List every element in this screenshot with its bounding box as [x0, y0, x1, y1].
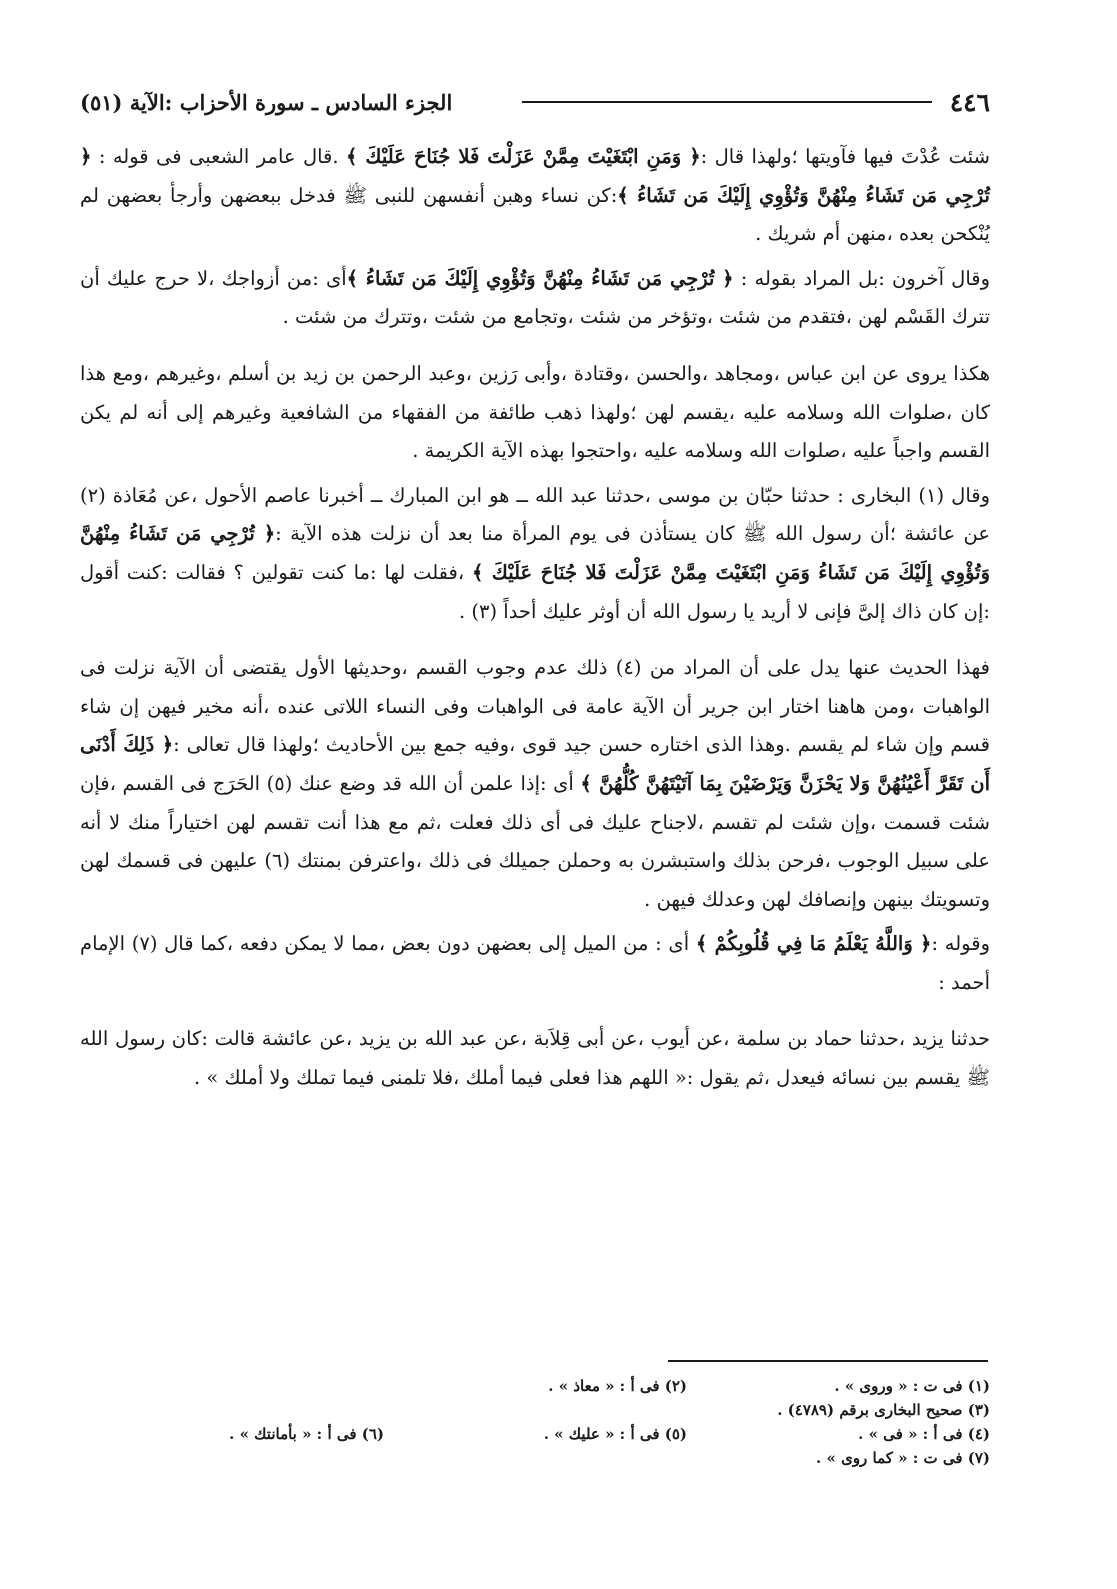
paragraph-text: فهذا الحديث عنها يدل على أن المراد من (٤) ذلك عدم وجوب القسم ،وحديثها الأول يقتضى أن الآية نزلت فى الواهبات ،ومن هاهنا اختار ابن جرير أن الآية عامة فى الواهبات وفى النساء اللاتى عنده ،أنه مخير فيهن إن شاء قسم وإن شاء لم يقسم .وهذا الذى اختاره حسن جيد قوى ،وفيه جمع بين الأحاديث ؛ولهذا قال تعالى : — [80, 656, 990, 757]
paragraph-text: وقال (١) البخارى : حدثنا حبّان بن موسى ،حدثنا عبد الله ــ هو ابن المبارك ــ أخبرنا عاصم الأحول ،عن مُعَاذة (٢) عن عائشة ؛أن رسول الله ﷺ كان يستأذن فى يوم المرأة منا بعد أن نزلت هذه الآية : — [80, 483, 991, 546]
header-rule — [522, 101, 932, 103]
paragraph-text: أى :من أزواجك ،لا حرج عليك أن تترك القَسْم لهن ،فتقدم من شئت ،وتؤخر من شئت ،وتجامع من شئت ،وتترك من شئت . — [80, 266, 990, 329]
paragraph-text: حدثنا يزيد ،حدثنا حماد بن سلمة ،عن أيوب ،عن أبى قِلاَبة ،عن عبد الله بن يزيد ،عن عائشة قالت :كان رسول الله ﷺ يقسم بين نسائه فيعدل ،ثم يقول :« اللهم هذا فعلى فيما أملك ،فلا تلمنى فيما تملك ولا أملك » . — [80, 1027, 990, 1090]
footnote-separator — [668, 1360, 988, 1362]
quran-verse: ﴿ وَاللَّهُ يَعْلَمُ مَا فِي قُلُوبِكُمْ ﴾ — [695, 932, 932, 956]
quran-verse: ﴿ وَمَنِ ابْتَغَيْتَ مِمَّنْ عَزَلْتَ فَلا جُنَاحَ عَلَيْكَ ﴾ — [346, 145, 701, 168]
footnote: (٦) فى أ : « بأمانتك » . — [229, 1425, 384, 1443]
page-header — [80, 82, 990, 122]
footnote-row — [80, 1422, 990, 1446]
paragraph — [80, 260, 990, 337]
footnote: (٢) فى أ : « معاذ » . — [548, 1377, 687, 1395]
paragraph-text: وقال آخرون :بل المراد بقوله : — [733, 266, 990, 290]
paragraph-text: أى :إذا علمن أن الله قد وضع عنك (٥) الحَرَج فى القسم ،فإن شئت قسمت ،وإن شئت لم تقسم ،لاجناح عليك فى أى ذلك فعلت ،ثم مع هذا أنت تقسم لهن اختياراً منك لا أنه على سبيل الوجوب ،فرحن بذلك واستبشرن به وحملن جميلك فى ذلك ،واعترفن بمنتك (٦) عليهن فى قسمك لهن وتسويتك بينهن وإنصافك لهن وعدلك فيهن . — [80, 771, 991, 911]
paragraph — [80, 477, 990, 631]
footnote-row — [80, 1398, 990, 1422]
paragraph — [80, 1020, 990, 1097]
paragraph — [80, 355, 990, 471]
footnote: (٣) صحيح البخارى برقم (٤٧٨٩) . — [777, 1401, 990, 1419]
paragraph-text: :كن نساء وهبن أنفسهن للنبى ﷺ فدخل ببعضهن وأرجأ بعضهن لم يُنْكحن بعده ،منهن أم شريك . — [80, 183, 990, 246]
quran-verse: ﴿ تُرْجِي مَن تَشَاءُ مِنْهُنَّ وَتُؤْوِي إِلَيْكَ مَن تَشَاءُ ﴾ — [80, 145, 990, 207]
paragraph-text: هكذا يروى عن ابن عباس ،ومجاهد ،والحسن ،وقتادة ،وأبى رَزين ،وعبد الرحمن بن زيد بن أسلم ،وغيرهم ،ومع هذا كان ،صلوات الله وسلامه عليه ،يقسم لهن ؛ولهذا ذهب طائفة من الفقهاء من الشافعية وغيرهم إلى أنه لم يكن القسم واجباً عليه ،صلوات الله وسلامه عليه ،واحتجوا بهذه الآية الكريمة . — [80, 361, 990, 463]
paragraph-text: .قال عامر الشعبى فى قوله : — [91, 145, 346, 168]
running-title: الجزء السادس ـ سورة الأحزاب :الآية (٥١) — [80, 89, 453, 115]
paragraph-text: شئت عُدْتَ فيها فآويتها ؛ولهذا قال : — [700, 145, 991, 168]
paragraph-text: وقوله : — [931, 932, 990, 956]
footnote-row — [80, 1374, 990, 1398]
paragraph — [80, 649, 990, 919]
quran-verse: ﴿ تُرْجِي مَن تَشَاءُ مِنْهُنَّ وَتُؤْوِي إِلَيْكَ مَن تَشَاءُ وَمَنِ ابْتَغَيْتَ مِمَّنْ عَزَلْتَ فَلا جُنَاحَ عَلَيْكَ ﴾ — [80, 522, 990, 584]
footnote — [81, 1374, 384, 1398]
footnote: (٧) فى ت : « كما روى » . — [816, 1449, 990, 1467]
quran-verse: ﴿ ذَلِكَ أَدْنَى أَن تَقَرَّ أَعْيُنُهُنَّ وَلا يَحْزَنَّ وَيَرْضَيْنَ بِمَا آتَيْتَهُنَّ كُلُّهُنَّ ﴾ — [80, 733, 990, 795]
footnote: (٤) فى أ : « فى » . — [858, 1425, 990, 1443]
footnote-row — [80, 1446, 990, 1470]
quran-verse: ﴿ تُرْجِي مَن تَشَاءُ مِنْهُنَّ وَتُؤْوِي إِلَيْكَ مَن تَشَاءُ ﴾ — [346, 266, 734, 290]
footnote: (٥) فى أ : « عليك » . — [543, 1425, 687, 1443]
paragraph-text: أى : من الميل إلى بعضهن دون بعض ،مما لا يمكن دفعه ،كما قال (٧) الإمام أحمد : — [80, 932, 990, 994]
page-number: ٤٤٦ — [949, 87, 990, 117]
paragraph — [80, 138, 990, 254]
footnotes — [80, 1374, 990, 1470]
main-text — [80, 138, 990, 1104]
footnote: (١) فى ت : « وروى » . — [834, 1377, 990, 1395]
paragraph — [80, 925, 990, 1002]
paragraph-text: ،فقلت لها :ما كنت تقولين ؟ فقالت :كنت أقول :إن كان ذاك إلىَّ فإنى لا أريد يا رسول الله أن أوثر عليك أحداً (٣) . — [80, 560, 990, 623]
